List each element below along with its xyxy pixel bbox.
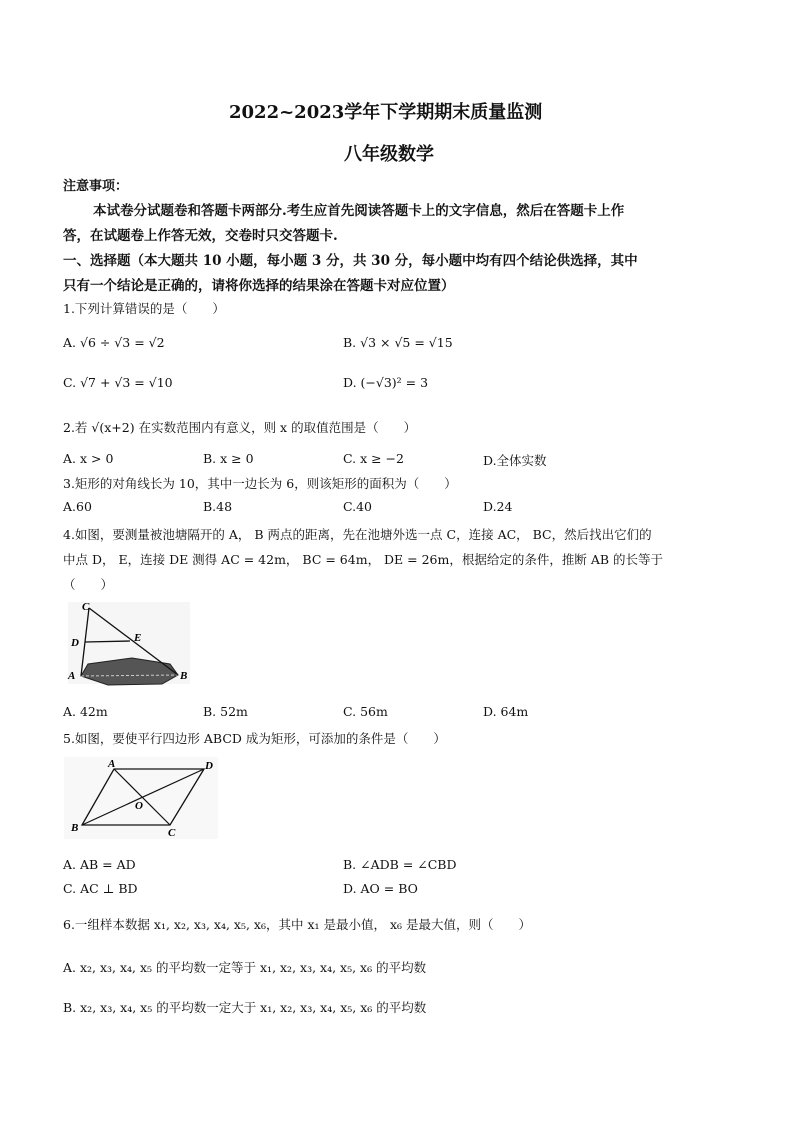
q4-option-a: A. 42m [63,704,108,719]
page-title: 2022~2023学年下学期期末质量监测 [229,102,543,123]
fig5-label-d: D [205,760,213,772]
q1-option-c: C. √7 + √3 = √10 [63,375,173,390]
q4-option-c: C. 56m [343,704,388,719]
q6-option-a: A. x₂, x₃, x₄, x₅ 的平均数一定等于 x₁, x₂, x₃, x₄, x₅, x₆ 的平均数 [63,960,427,975]
q3-option-d: D.24 [483,499,513,514]
q2-stem: 2.若 √(x+2) 在实数范围内有意义，则 x 的取值范围是（ ） [63,420,417,435]
q5-figure [62,755,222,841]
q2-option-d: D.全体实数 [483,453,547,468]
q4-option-d: D. 64m [483,704,529,719]
q6-stem: 6.一组样本数据 x₁, x₂, x₃, x₄, x₅, x₆，其中 x₁ 是最小值， x₆ 是最大值，则（ ） [63,917,532,932]
q4-stem-line-3: （ ） [63,577,114,592]
q4-stem-line-1: 4.如图，要测量被池塘隔开的 A， B 两点的距离，先在池塘外选一点 C，连接 AC， BC，然后找出它们的 [63,527,652,542]
page-subtitle: 八年级数学 [344,144,434,165]
q6-option-b: B. x₂, x₃, x₄, x₅ 的平均数一定大于 x₁, x₂, x₃, x₄, x₅, x₆ 的平均数 [63,1000,427,1015]
q1-option-a: A. √6 ÷ √3 = √2 [63,335,165,350]
q3-option-b: B.48 [203,499,233,514]
fig5-label-c: C [168,827,176,839]
q5-stem: 5.如图，要使平行四边形 ABCD 成为矩形，可添加的条件是（ ） [63,731,446,746]
fig4-label-e: E [134,632,142,644]
fig5-label-a: A [108,758,116,770]
fig4-label-b: B [180,670,188,682]
section-1-line-2: 只有一个结论是正确的，请将你选择的结果涂在答题卡对应位置） [63,278,455,294]
fig4-label-a: A [68,670,76,682]
q5-option-b: B. ∠ADB = ∠CBD [343,857,457,872]
q4-stem-line-2: 中点 D， E，连接 DE 测得 AC = 42m， BC = 64m， DE = 26m，根据给定的条件，推断 AB 的长等于 [63,552,664,567]
q5-option-d: D. AO = BO [343,881,418,896]
q2-option-a: A. x > 0 [63,451,114,466]
fig4-label-c: C [82,601,90,613]
q5-option-a: A. AB = AD [63,857,136,872]
q4-figure [62,598,194,688]
notice-line-2: 答，在试题卷上作答无效，交卷时只交答题卡. [63,228,338,244]
fig5-label-o: O [135,800,143,812]
notice-line-1: 本试卷分试题卷和答题卡两部分.考生应首先阅读答题卡上的文字信息，然后在答题卡上作 [93,203,625,219]
q1-option-b: B. √3 × √5 = √15 [343,335,453,350]
q4-option-b: B. 52m [203,704,248,719]
q3-option-a: A.60 [63,499,92,514]
q2-option-c: C. x ≥ −2 [343,451,404,466]
q2-option-b: B. x ≥ 0 [203,451,254,466]
fig5-label-b: B [71,822,79,834]
q3-option-c: C.40 [343,499,372,514]
notice-heading: 注意事项： [63,179,129,194]
section-1-line-1: 一、选择题（本大题共 10 小题，每小题 3 分，共 30 分，每小题中均有四个结论供选择，其中 [63,253,638,269]
q1-stem: 1.下列计算错误的是（ ） [63,301,225,316]
q5-option-c: C. AC ⊥ BD [63,881,138,896]
q1-option-d: D. (−√3)² = 3 [343,375,429,390]
fig4-label-d: D [71,637,79,649]
q3-stem: 3.矩形的对角线长为 10，其中一边长为 6，则该矩形的面积为（ ） [63,476,457,491]
